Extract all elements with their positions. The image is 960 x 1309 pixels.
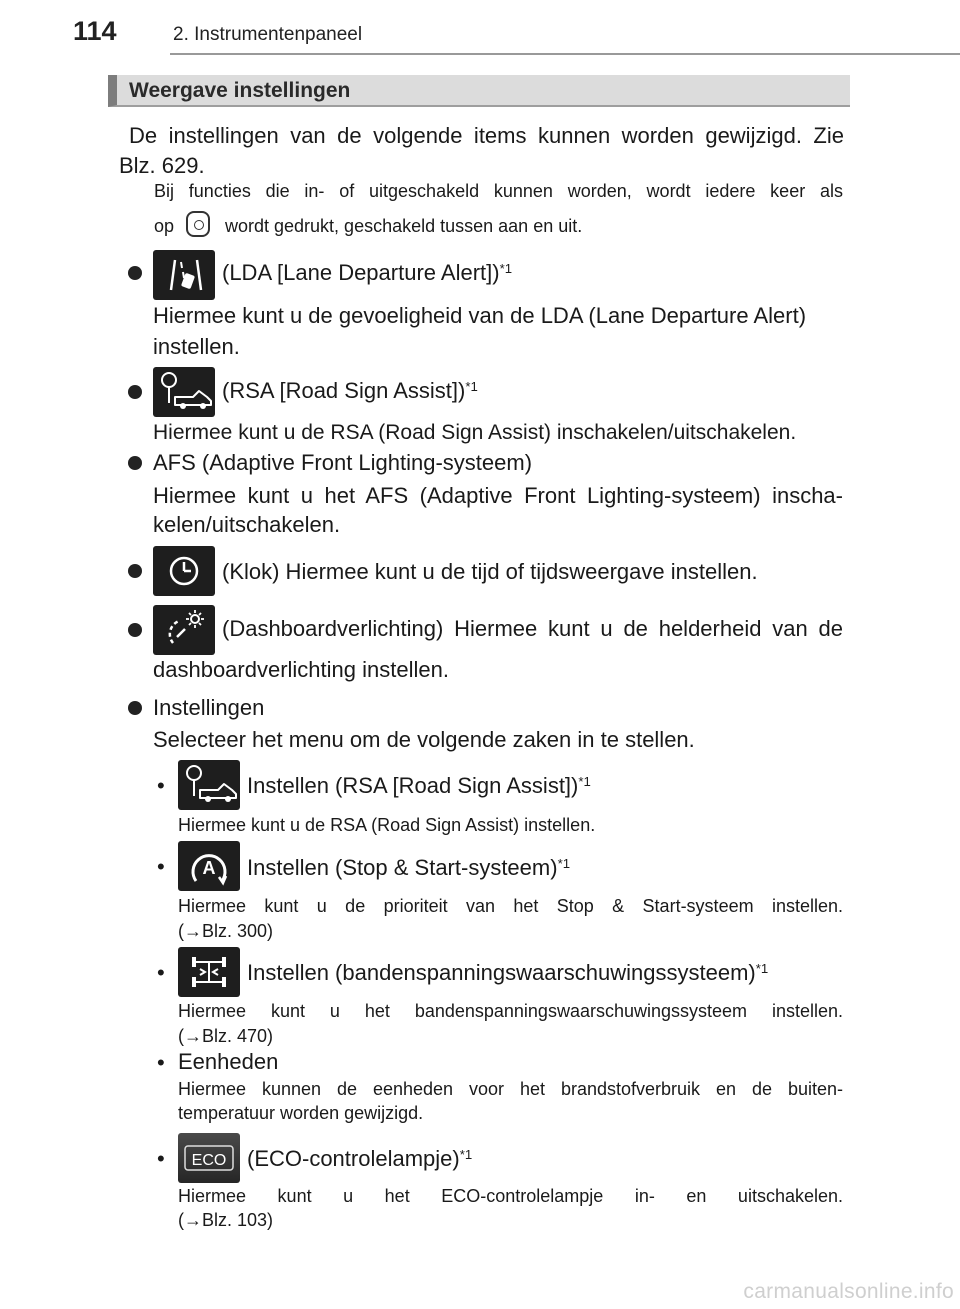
- sub-eco-title: (ECO-controlelampje)$^{*1}$: [247, 1146, 473, 1171]
- intro-text-cont: Blz. 629.: [119, 153, 205, 178]
- sub-units-desc-cont: temperatuur worden gewijzigd.: [178, 1103, 424, 1123]
- stop-start-icon: [178, 841, 240, 891]
- lda-icon: [153, 250, 215, 300]
- bullet-icon: [128, 701, 142, 715]
- tire-pressure-icon: [178, 947, 240, 997]
- clock-title: (Klok) Hiermee kunt u de tijd of tijdsweergave instellen.: [222, 559, 758, 584]
- page-header: [0, 0, 960, 60]
- lda-desc-cont: instellen.: [153, 334, 240, 359]
- display-button-icon: [186, 211, 210, 237]
- sub-tire-ref: (→Blz. 470): [178, 1026, 274, 1046]
- bullet-icon: [128, 385, 142, 399]
- sub-eco-ref: (→Blz. 103): [178, 1210, 274, 1230]
- bullet-icon: [128, 623, 142, 637]
- header-divider: [170, 53, 960, 55]
- rsa-icon: [178, 760, 240, 810]
- sub-eco-desc: Hiermee kunt u het ECO-controlelampje in- en uitschakelen.: [178, 1186, 843, 1206]
- afs-desc-cont: kelen/uitschakelen.: [153, 512, 341, 537]
- section-title: Weergave instellingen: [129, 79, 351, 102]
- sub-tire-desc: Hiermee kunt u het bandenspanningswaarschuwingssysteem instellen.: [178, 1001, 843, 1021]
- sub-units-title: Eenheden: [178, 1049, 279, 1074]
- eco-icon: [178, 1133, 240, 1183]
- intro-note: Bij functies die in- of uitgeschakeld kunnen worden, wordt iedere keer als: [154, 181, 843, 201]
- sub-units-desc: Hiermee kunnen de eenheden voor het brandstofverbruik en de buiten-: [178, 1079, 843, 1099]
- intro-text: De instellingen van de volgende items kunnen worden gewijzigd. Zie: [129, 123, 844, 148]
- sub-rsa-title: Instellen (RSA [Road Sign Assist])$^{*1}$: [247, 773, 591, 798]
- dash-title: (Dashboardverlichting) Hiermee kunt u de helderheid van de: [222, 616, 843, 641]
- rsa-desc: Hiermee kunt u de RSA (Road Sign Assist) inschakelen/uitschakelen.: [153, 421, 797, 444]
- afs-title: AFS (Adaptive Front Lighting-systeem): [153, 450, 533, 475]
- sub-stopstart-ref: (→Blz. 300): [178, 921, 274, 941]
- sub-bullet-icon: •: [157, 960, 165, 985]
- sub-tire-title: Instellen (bandenspanningswaarschuwingssysteem)$^{*1}$: [247, 960, 769, 985]
- dash-desc-cont: dashboardverlichting instellen.: [153, 657, 449, 682]
- svg-text:A: A: [202, 858, 216, 878]
- rsa-icon: [153, 367, 215, 417]
- intro-note-cont: wordt gedrukt, geschakeld tussen aan en uit.: [225, 216, 583, 236]
- sub-stopstart-title: Instellen (Stop & Start-systeem)$^{*1}$: [247, 855, 571, 880]
- sub-bullet-icon: •: [157, 1050, 165, 1075]
- rsa-title: (RSA [Road Sign Assist])$^{*1}$: [222, 378, 478, 403]
- dashboard-light-icon: [153, 605, 215, 655]
- intro-note-on: op: [154, 216, 175, 236]
- lda-desc: Hiermee kunt u de gevoeligheid van de LDA (Lane Departure Alert): [153, 303, 807, 328]
- page-number: 114: [73, 16, 117, 46]
- sub-stopstart-desc: Hiermee kunt u de prioriteit van het Stop & Start-systeem instellen.: [178, 896, 843, 916]
- svg-text:ECO: ECO: [191, 1152, 227, 1169]
- section-header: [108, 75, 850, 107]
- sub-bullet-icon: •: [157, 773, 165, 798]
- settings-desc: Selecteer het menu om de volgende zaken in te stellen.: [153, 727, 695, 752]
- chapter-title: 2. Instrumentenpaneel: [173, 24, 363, 45]
- sub-bullet-icon: •: [157, 854, 165, 879]
- bullet-icon: [128, 564, 142, 578]
- sub-rsa-desc: Hiermee kunt u de RSA (Road Sign Assist) instellen.: [178, 815, 596, 835]
- settings-title: Instellingen: [153, 695, 265, 720]
- lda-title: (LDA [Lane Departure Alert])$^{*1}$: [222, 260, 513, 285]
- afs-desc: Hiermee kunt u het AFS (Adaptive Front Lighting-systeem) inscha-: [153, 483, 843, 508]
- sub-bullet-icon: •: [157, 1146, 165, 1171]
- clock-icon: [153, 546, 215, 596]
- bullet-icon: [128, 266, 142, 280]
- watermark: carmanualsonline.info: [743, 1280, 954, 1303]
- bullet-icon: [128, 456, 142, 470]
